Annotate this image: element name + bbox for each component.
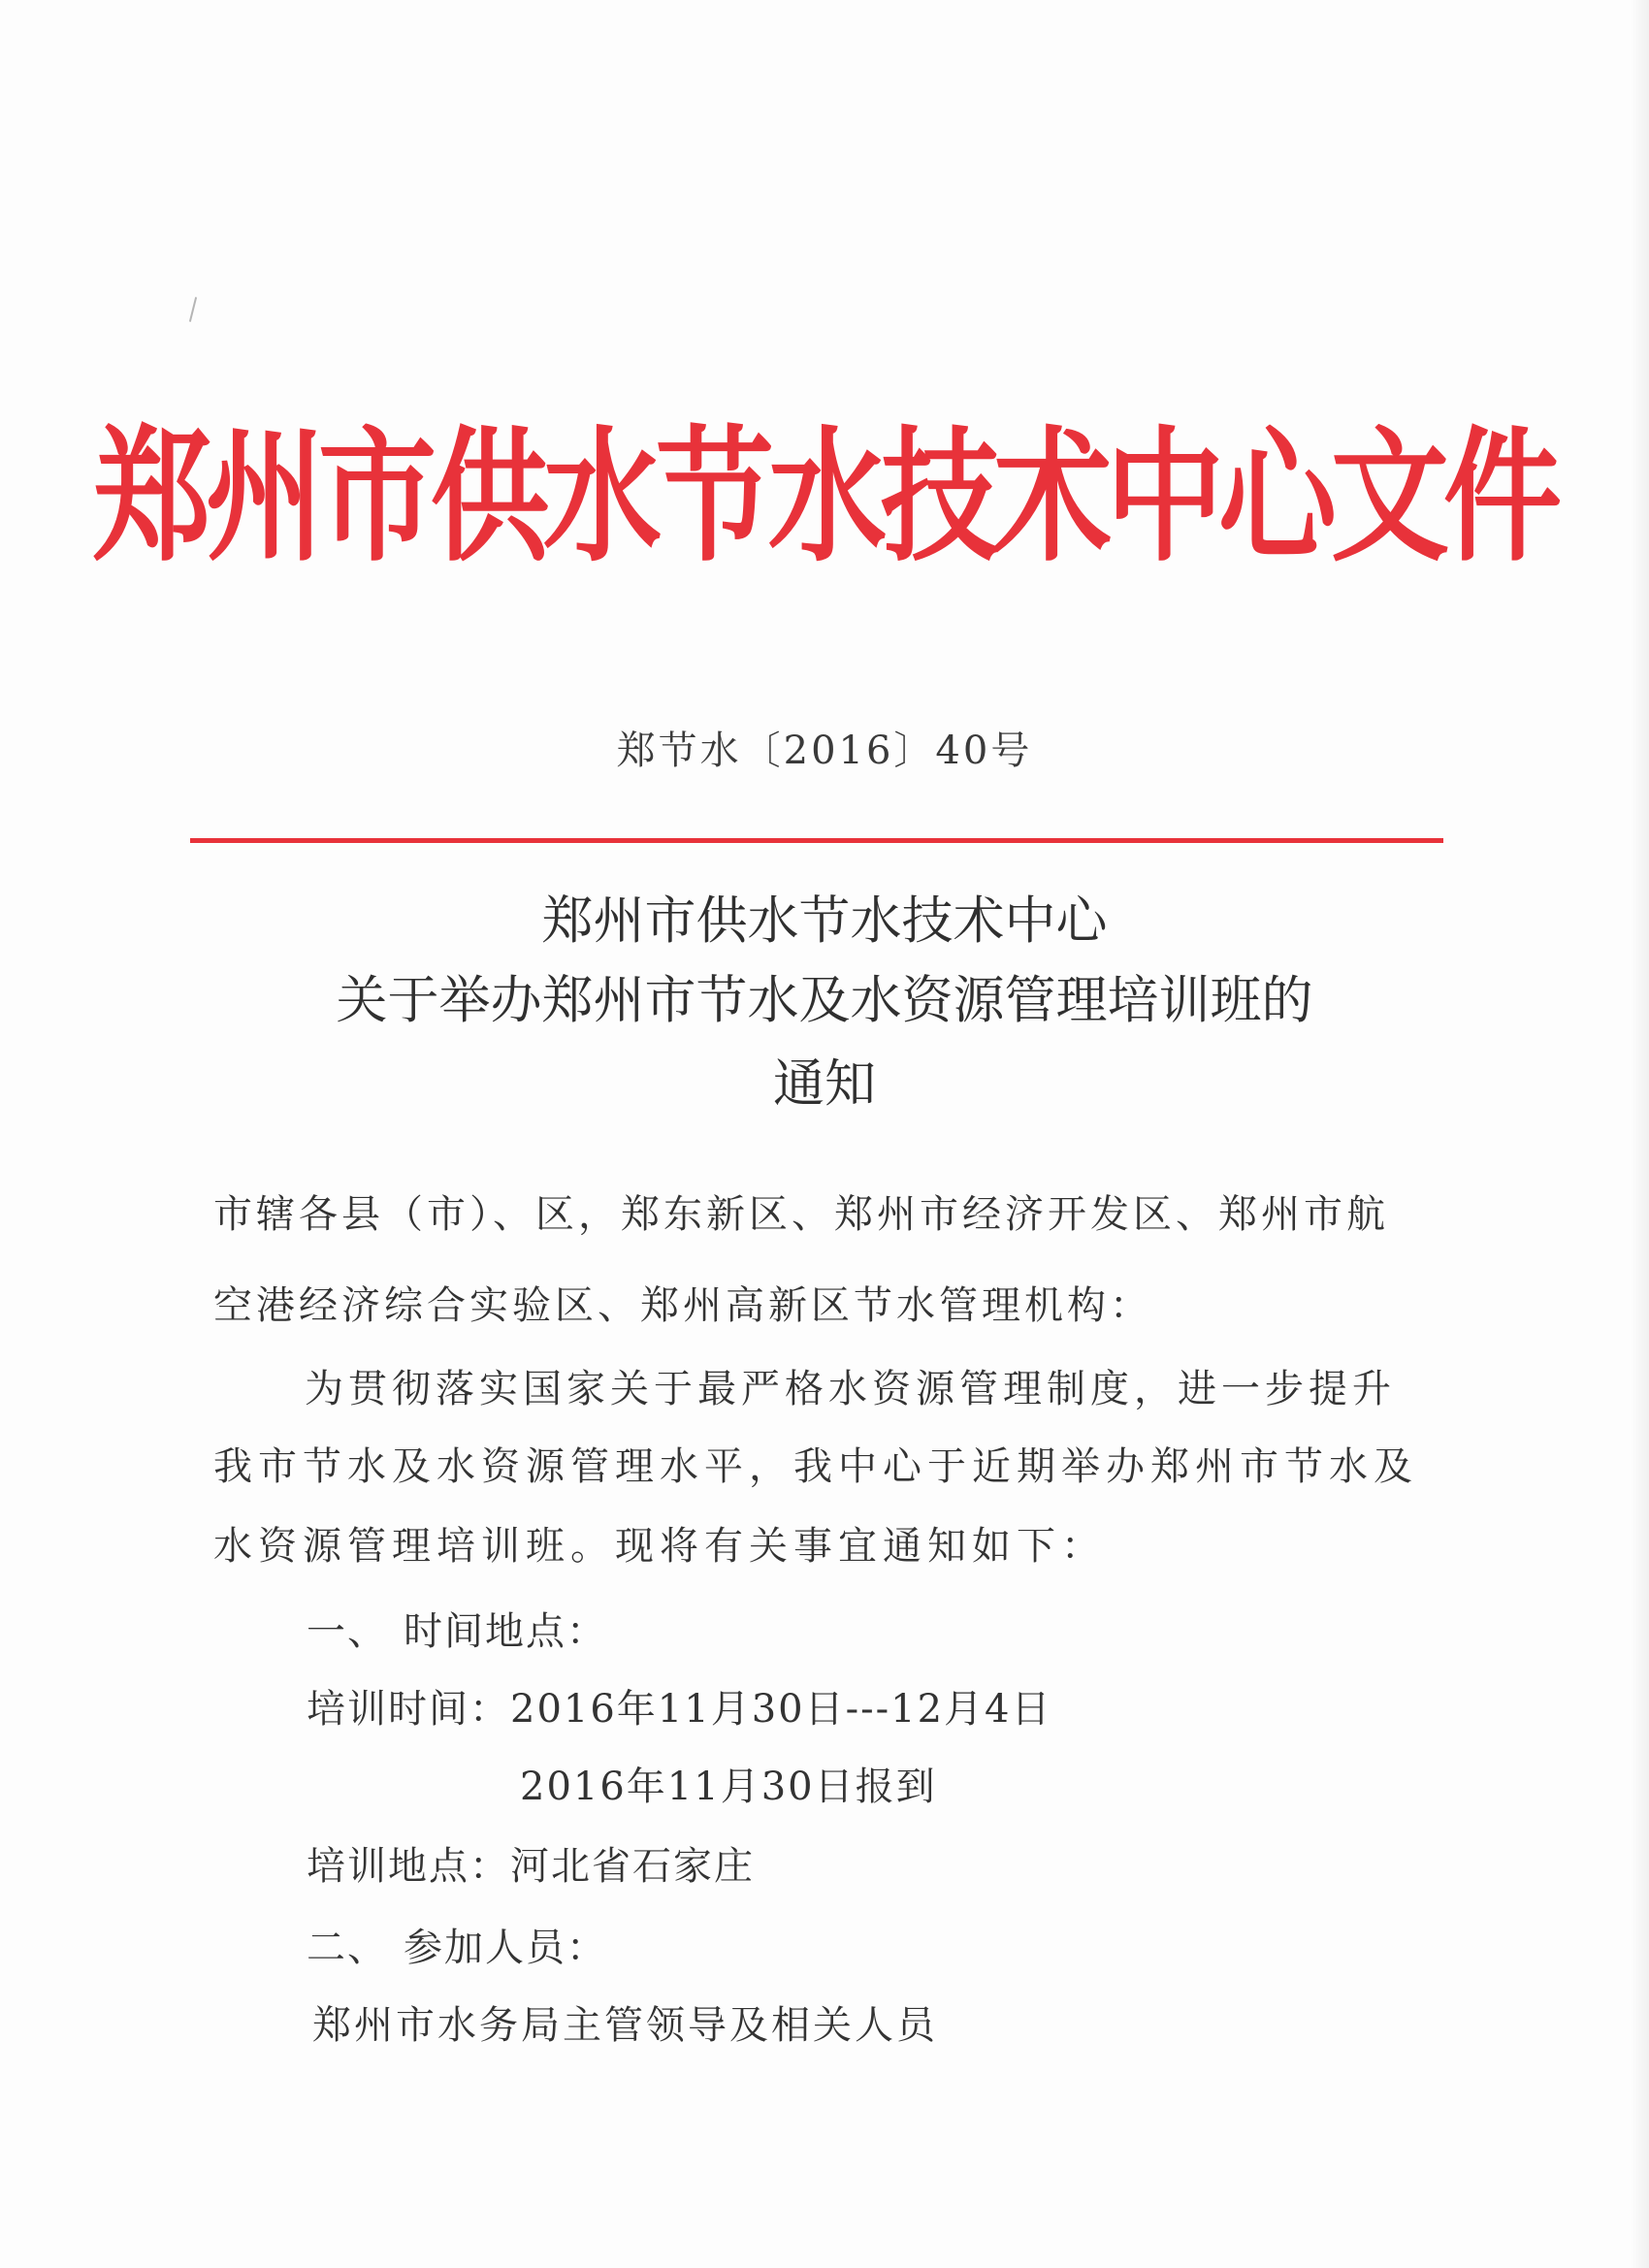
masthead-title: 郑州市供水节水技术中心文件 [93, 412, 1556, 582]
intro-line-1: 为贯彻落实国家关于最严格水资源管理制度，进一步提升 [305, 1367, 1396, 1411]
notice-title-line-2: 关于举办郑州市节水及水资源管理培训班的 [336, 971, 1313, 1030]
section-1-number: 一、 [307, 1609, 388, 1654]
page-edge-shadow [1630, 0, 1649, 2268]
section-2-number: 二、 [307, 1926, 388, 1970]
notice-title-line-3: 通知 [773, 1054, 876, 1114]
training-place: 培训地点：河北省石家庄 [307, 1844, 755, 1889]
addressee-line-1: 市辖各县（市）、区，郑东新区、郑州市经济开发区、郑州市航 [213, 1192, 1389, 1237]
pencil-mark [189, 297, 197, 322]
participants: 郑州市水务局主管领导及相关人员 [312, 2003, 938, 2048]
report-date: 2016年11月30日报到 [520, 1765, 937, 1809]
section-2-heading-text: 参加人员： [404, 1926, 607, 1970]
training-time: 培训时间：2016年11月30日---12月4日 [307, 1687, 1052, 1732]
section-1-heading [307, 1608, 607, 1655]
addressee-line-2: 空港经济综合实验区、郑州高新区节水管理机构： [213, 1283, 1152, 1328]
intro-line-3: 水资源管理培训班。现将有关事宜通知如下： [213, 1524, 1106, 1569]
red-divider-line [190, 838, 1443, 843]
section-2-heading [307, 1925, 607, 1971]
intro-line-2: 我市节水及水资源管理水平，我中心于近期举办郑州市节水及 [213, 1444, 1418, 1489]
section-1-heading-text: 时间地点： [404, 1609, 607, 1654]
notice-title-line-1: 郑州市供水节水技术中心 [541, 891, 1108, 951]
document-number: 郑节水〔2016〕40号 [616, 729, 1033, 773]
